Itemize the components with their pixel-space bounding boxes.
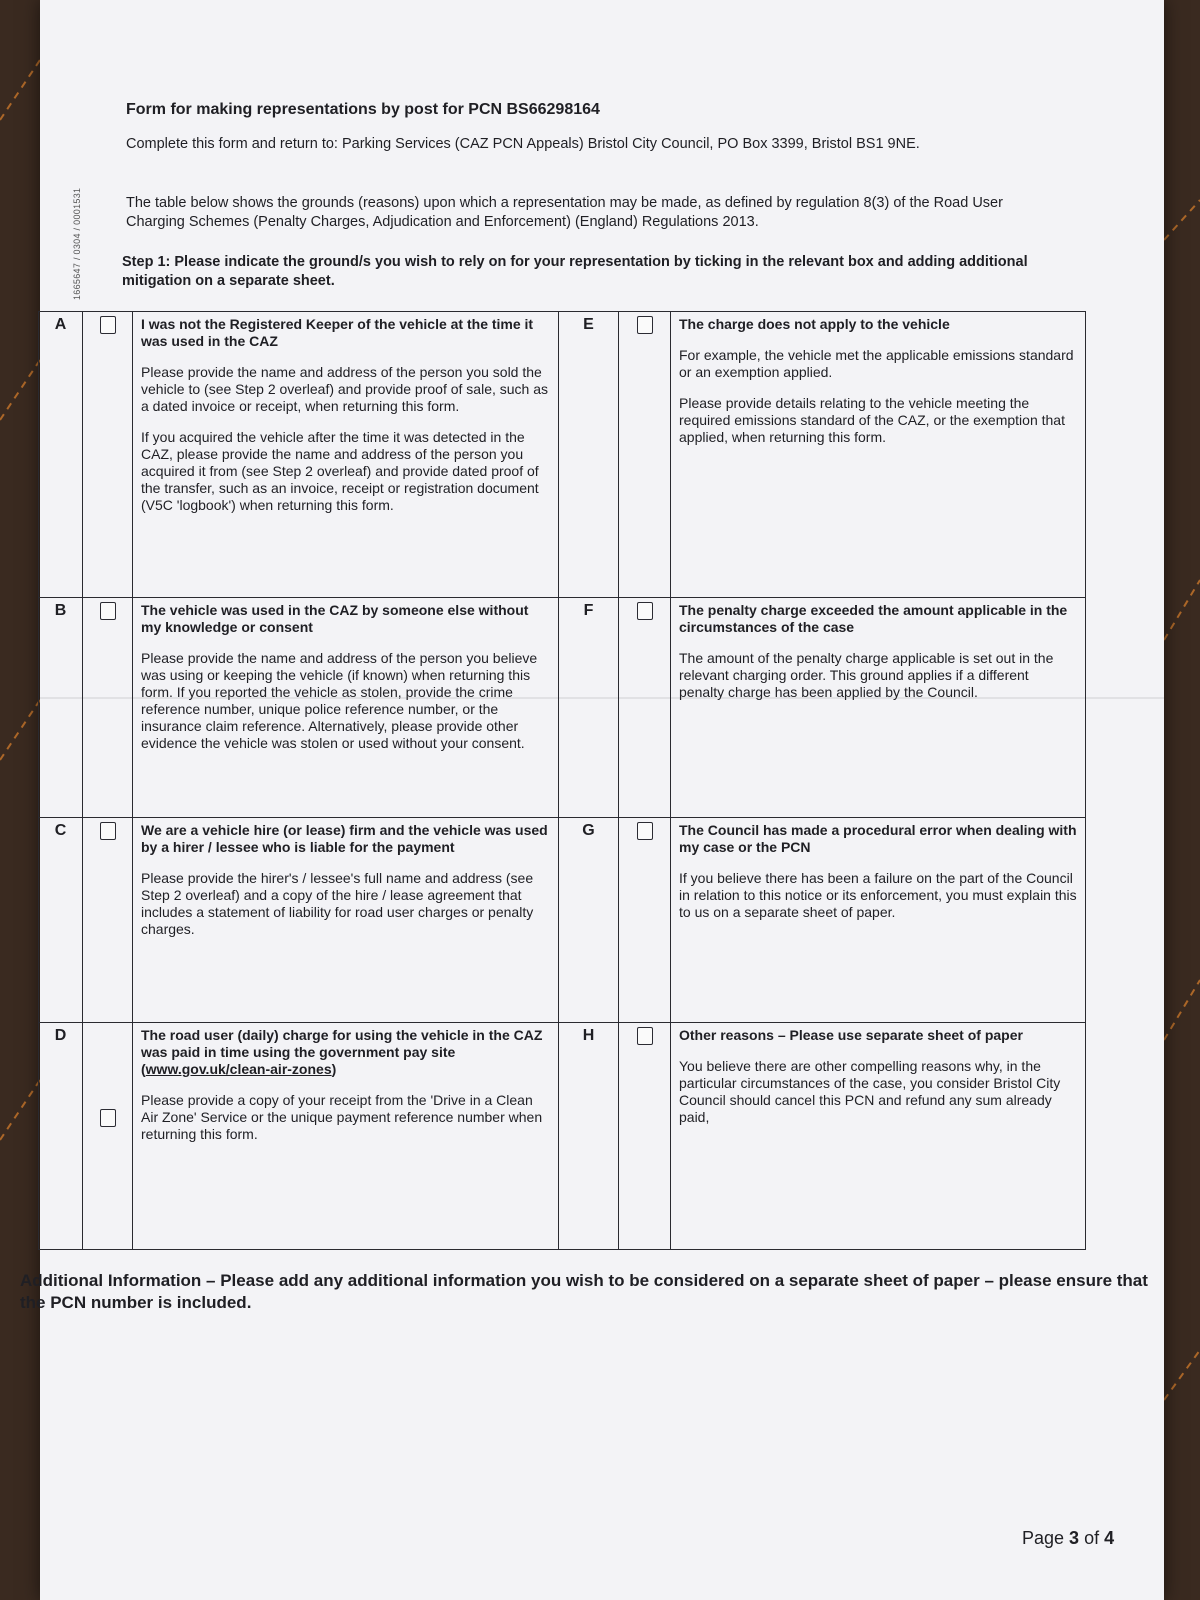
ground-b-body-1: Please provide the name and address of the person you believe was using or keeping the vehicle (if known) when returning this form. If you reported the vehicle as stolen, provide the crime reference number, unique police reference number, or the insurance claim reference. Alternatively, please provide other evidence the vehicle was stolen or used without your consent. [141,650,538,751]
ground-d-letter: D [39,1023,83,1250]
ground-h-title: Other reasons – Please use separate sheet of paper [679,1027,1023,1043]
ground-h-body-1: You believe there are other compelling reasons why, in the particular circumstances of the case, you consider Bristol City Council should cancel this PCN and refund any sum already paid, [679,1058,1061,1125]
grounds-row-d-h [39,1023,1086,1250]
ground-a-letter: A [39,312,83,598]
grounds-intro: The table below shows the grounds (reasons) upon which a representation may be made, as defined by regulation 8(3) of the Road User Charging Schemes (Penalty Charges, Adjudication and Enforcement) (England) Regulations 2013. [126,195,1003,230]
page-middle: of [1079,1528,1105,1548]
ground-a-body-1: Please provide the name and address of the person you sold the vehicle to (see Step 2 overleaf) and provide proof of sale, such as a dated invoice or receipt, when returning this form. [141,364,549,414]
ground-b-title: The vehicle was used in the CAZ by someone else without my knowledge or consent [141,602,529,635]
ground-d-title [141,1027,550,1078]
ground-b-letter: B [39,598,83,818]
ground-a-description [133,312,559,598]
ground-g-title: The Council has made a procedural error when dealing with my case or the PCN [679,822,1077,855]
grounds-table [38,311,1086,1250]
grounds-row-b-f [39,598,1086,818]
ground-e-checkbox-cell [619,312,671,598]
ground-d-title-start: The road user (daily) charge for using the vehicle in the CAZ was paid in time using the government pay site ( [141,1027,543,1077]
ground-e-description [671,312,1086,598]
page-prefix: Page [1022,1528,1070,1548]
ground-f-checkbox-cell [619,598,671,818]
ground-c-letter: C [39,818,83,1023]
ground-g-checkbox[interactable] [637,822,653,840]
side-reference-code: 1665647 / 0304 / 0001531 [72,187,82,300]
ground-e-body-1: For example, the vehicle met the applicable emissions standard or an exemption applied. [679,347,1074,380]
ground-d-checkbox[interactable] [100,1109,116,1127]
ground-f-description [671,598,1086,818]
ground-c-body-1: Please provide the hirer's / lessee's full name and address (see Step 2 overleaf) and a copy of the hire / lease agreement that includes a statement of liability for road user charges or penalty charges. [141,870,534,937]
ground-e-body-2: Please provide details relating to the vehicle meeting the required emissions standard of the CAZ, or the exemption that applied, when returning this form. [679,395,1065,445]
ground-d-checkbox-cell [83,1023,133,1250]
ground-c-checkbox-cell [83,818,133,1023]
additional-information: Additional Information – Please add any additional information you wish to be considered on a separate sheet of paper – please ensure that the PCN number is included. [20,1271,1148,1312]
ground-e-title: The charge does not apply to the vehicle [679,316,950,332]
ground-b-description [133,598,559,818]
return-address-instruction: Complete this form and return to: Parking Services (CAZ PCN Appeals) Bristol City Council, PO Box 3399, Bristol BS1 9NE. [126,136,920,152]
page-total: 4 [1104,1528,1115,1548]
ground-g-description [671,818,1086,1023]
ground-b-checkbox-cell [83,598,133,818]
ground-d-description [133,1023,559,1250]
form-heading: Form for making representations by post for PCN BS66298164 [126,101,600,118]
ground-h-letter: H [559,1023,619,1250]
ground-a-checkbox-cell [83,312,133,598]
ground-f-body-1: The amount of the penalty charge applicable is set out in the relevant charging order. This ground applies if a different penalty charge has been applied by the Council. [679,650,1054,700]
page-number [1022,1528,1114,1549]
ground-d-title-end: ) [331,1061,337,1077]
ground-d-body-1: Please provide a copy of your receipt from the 'Drive in a Clean Air Zone' Service or the unique payment reference number when returning this form. [141,1092,543,1142]
page-current: 3 [1069,1528,1080,1548]
ground-c-title: We are a vehicle hire (or lease) firm and the vehicle was used by a hirer / lessee who is liable for the payment [141,822,548,855]
ground-e-checkbox[interactable] [637,316,653,334]
ground-h-description [671,1023,1086,1250]
ground-a-title: I was not the Registered Keeper of the vehicle at the time it was used in the CAZ [141,316,534,349]
ground-h-checkbox-cell [619,1023,671,1250]
ground-g-body-1: If you believe there has been a failure on the part of the Council in relation to this notice or its enforcement, you must explain this to us on a separate sheet of paper. [679,870,1077,920]
clean-air-zones-link[interactable]: www.gov.uk/clean-air-zones [145,1061,332,1077]
grounds-row-a-e [39,312,1086,598]
ground-g-checkbox-cell [619,818,671,1023]
grounds-row-c-g [39,818,1086,1023]
ground-g-letter: G [559,818,619,1023]
ground-c-checkbox[interactable] [100,822,116,840]
step-1-instruction: Step 1: Please indicate the ground/s you wish to rely on for your representation by ticking in the relevant box and adding additional mitigation on a separate sheet. [122,254,1028,289]
ground-c-description [133,818,559,1023]
ground-a-body-2: If you acquired the vehicle after the time it was detected in the CAZ, please provide the name and address of the person you acquired it from (see Step 2 overleaf) and provide dated proof of the transfer, such as an invoice, receipt or registration document (V5C 'logbook') when returning this form. [141,429,539,513]
ground-f-letter: F [559,598,619,818]
ground-f-checkbox[interactable] [637,602,653,620]
ground-e-letter: E [559,312,619,598]
ground-b-checkbox[interactable] [100,602,116,620]
ground-f-title: The penalty charge exceeded the amount applicable in the circumstances of the case [679,602,1068,635]
ground-h-checkbox[interactable] [637,1027,653,1045]
ground-a-checkbox[interactable] [100,316,116,334]
